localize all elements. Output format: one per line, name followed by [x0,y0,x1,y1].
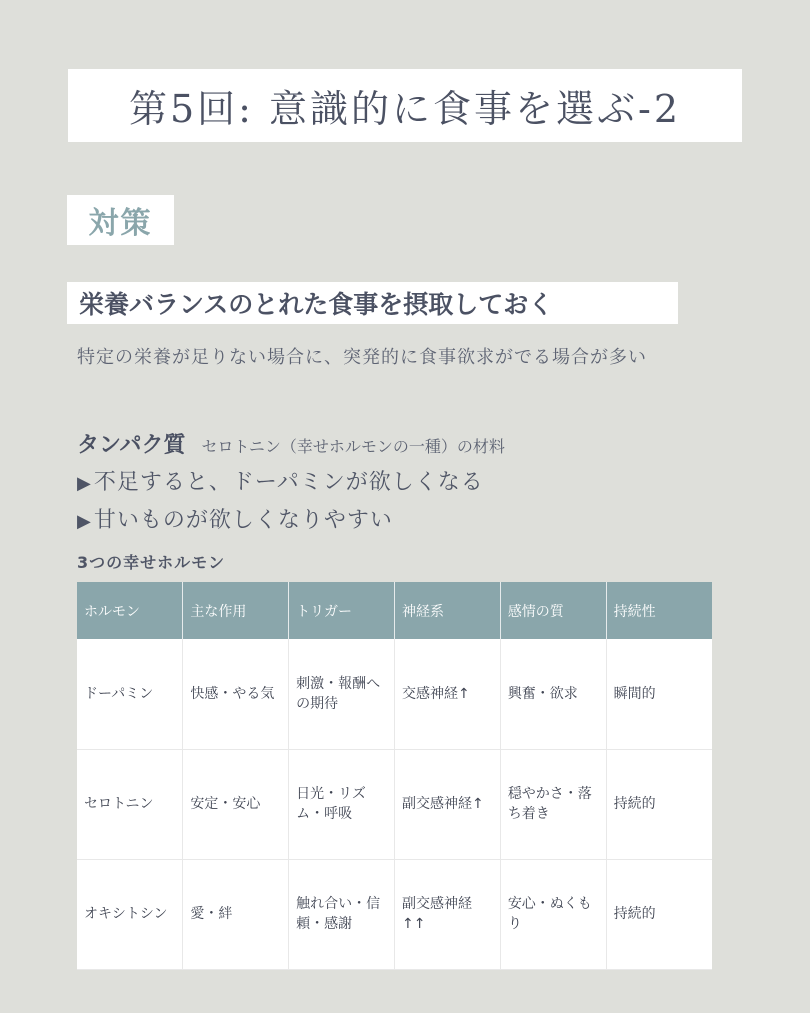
table-cell: 安定・安心 [183,749,289,859]
protein-row [77,428,505,459]
table-cell: 興奮・欲求 [500,639,606,749]
table-cell: 安心・ぬくもり [500,859,606,969]
description: 特定の栄養が足りない場合に、突発的に食事欲求がでる場合が多い [77,347,647,368]
bullet-text: 甘いものが欲しくなりやすい [93,508,393,533]
title-box [68,69,742,142]
table-cell: 刺激・報酬への期待 [289,639,395,749]
table-cell: ドーパミン [77,639,183,749]
table-cell: 触れ合い・信頼・感謝 [289,859,395,969]
table-cell: 副交感神経↑↑ [394,859,500,969]
table-header-row [77,582,712,639]
header-cell: 感情の質 [500,582,606,639]
table-cell: 持続的 [606,859,712,969]
table-cell: 日光・リズム・呼吸 [289,749,395,859]
section-label: 対策 [88,206,153,241]
table-cell: 持続的 [606,749,712,859]
table-cell: オキシトシン [77,859,183,969]
page-title: 第5回: 意識的に食事を選ぶ-2 [128,87,682,131]
protein-name: タンパク質 [77,433,186,458]
section-heading: 栄養バランスのとれた食事を摂取しておく [79,290,554,319]
table-cell: 瞬間的 [606,639,712,749]
table-cell: 穏やかさ・落ち着き [500,749,606,859]
protein-note: セロトニン（幸せホルモンの一種）の材料 [201,437,505,456]
table-row [77,749,712,859]
header-cell: トリガー [289,582,395,639]
header-cell: 主な作用 [183,582,289,639]
header-cell: ホルモン [77,582,183,639]
table-cell: セロトニン [77,749,183,859]
section-label-box [67,195,174,245]
table-cell: 愛・絆 [183,859,289,969]
table-title: 3つの幸せホルモン [77,553,226,572]
bullet-item [77,503,393,534]
table-cell: 交感神経↑ [394,639,500,749]
header-cell: 持続性 [606,582,712,639]
table-cell: 快感・やる気 [183,639,289,749]
bullet-text: 不足すると、ドーパミンが欲しくなる [93,470,484,495]
table-row [77,859,712,969]
heading-box [67,282,678,324]
header-cell: 神経系 [394,582,500,639]
table-cell: 副交感神経↑ [394,749,500,859]
bullet-item [77,465,484,496]
hormone-table [77,582,712,970]
triangle-right-icon: ▶ [77,511,92,532]
table-row [77,639,712,749]
triangle-right-icon: ▶ [77,473,92,494]
